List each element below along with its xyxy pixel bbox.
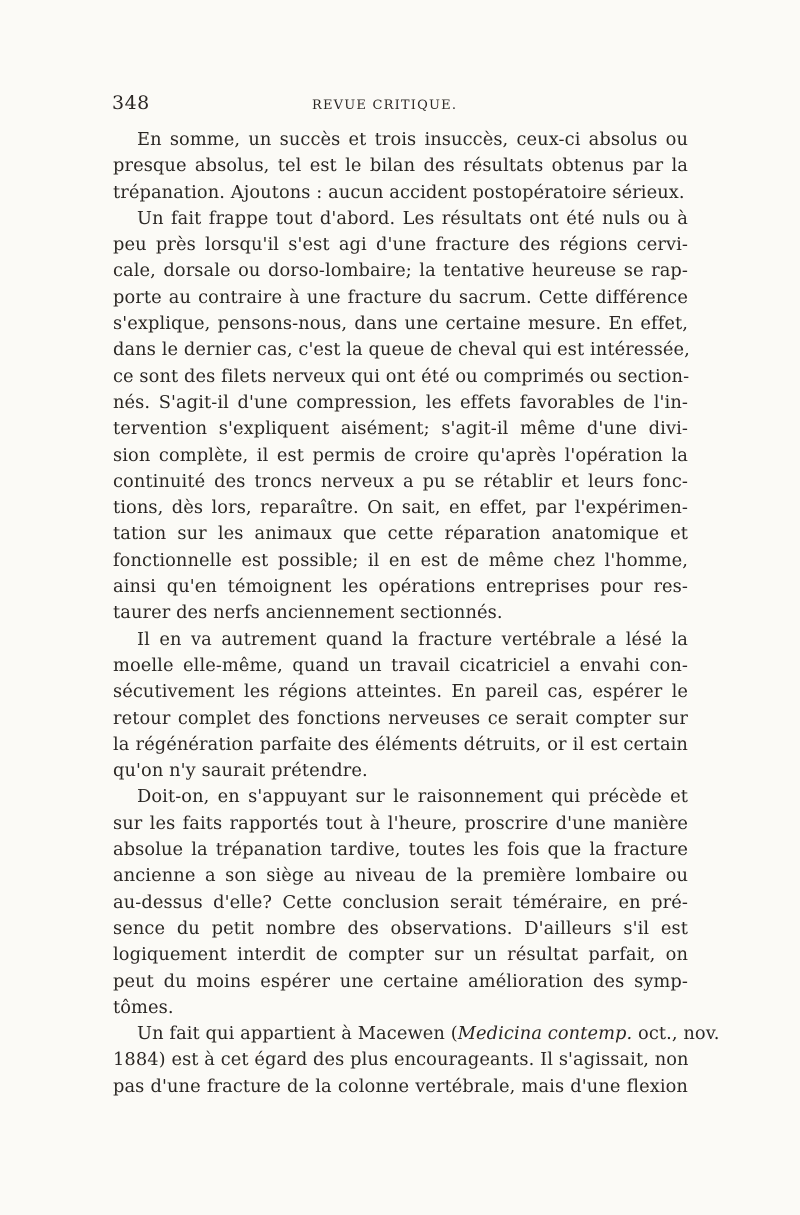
text-line: logiquement interdit de compter sur un résultat parfait, on <box>113 944 688 966</box>
text-line: tions, dès lors, reparaître. On sait, en effet, par l'expérimen- <box>113 497 688 519</box>
paragraph <box>113 784 688 1021</box>
text-line: ce sont des filets nerveux qui ont été ou comprimés ou section- <box>113 365 690 387</box>
text-line: nés. S'agit-il d'une compression, les effets favorables de l'in- <box>113 391 688 413</box>
text-line: moelle elle-même, quand un travail cicatriciel a envahi con- <box>113 654 688 676</box>
page-number: 348 <box>112 92 150 114</box>
text-line: taurer des nerfs anciennement sectionnés. <box>113 602 503 624</box>
text-line: qu'on n'y saurait prétendre. <box>113 760 368 782</box>
text-line: tation sur les animaux que cette réparation anatomique et <box>113 523 688 545</box>
journal-title: Medicina contemp. <box>457 1023 633 1045</box>
page-header <box>112 92 692 122</box>
text-line: cale, dorsale ou dorso-lombaire; la tentative heureuse se rap- <box>113 260 688 282</box>
text-line: presque absolus, tel est le bilan des résultats obtenus par la <box>113 155 688 177</box>
text-line: Doit-on, en s'appuyant sur le raisonnement qui précède et <box>137 786 688 808</box>
text-line: sence du petit nombre des observations. D'ailleurs s'il est <box>113 917 688 939</box>
text-line <box>113 1021 720 1047</box>
text-line: tômes. <box>113 996 174 1018</box>
text-line: sécutivement les régions atteintes. En pareil cas, espérer le <box>113 681 688 703</box>
text-line: ancienne a son siège au niveau de la première lombaire ou <box>113 865 688 887</box>
text-fragment: Un fait qui appartient à Macewen ( <box>137 1023 458 1045</box>
text-line: dans le dernier cas, c'est la queue de cheval qui est intéressée, <box>113 339 690 361</box>
text-line: sion complète, il est permis de croire qu'après l'opération la <box>113 444 688 466</box>
paragraph <box>113 127 688 206</box>
text-fragment: oct., nov. <box>632 1023 720 1045</box>
text-line: sur les faits rapportés tout à l'heure, proscrire d'une manière <box>113 812 688 834</box>
text-line: absolue la trépanation tardive, toutes les fois que la fracture <box>113 839 688 861</box>
text-line: En somme, un succès et trois insuccès, ceux-ci absolus ou <box>137 129 688 150</box>
text-line: fonctionnelle est possible; il en est de même chez l'homme, <box>113 549 688 571</box>
paragraph <box>113 206 688 627</box>
text-line: pas d'une fracture de la colonne vertébrale, mais d'une flexion <box>113 1075 688 1097</box>
text-line: trépanation. Ajoutons : aucun accident postopératoire sérieux. <box>113 181 685 203</box>
text-line: s'explique, pensons-nous, dans une certaine mesure. En effet, <box>113 313 688 335</box>
text-line: au-dessus d'elle? Cette conclusion serait téméraire, en pré- <box>113 891 688 913</box>
paragraph <box>113 627 688 785</box>
body-text <box>113 127 720 1100</box>
text-line: ainsi qu'en témoignent les opérations entreprises pour res- <box>113 576 688 598</box>
text-line: Il en va autrement quand la fracture vertébrale a lésé la <box>137 628 688 650</box>
text-line: porte au contraire à une fracture du sacrum. Cette différence <box>113 286 688 308</box>
text-line: 1884) est à cet égard des plus encourageants. Il s'agissait, non <box>113 1049 689 1071</box>
text-line: peut du moins espérer une certaine amélioration des symp- <box>113 970 688 992</box>
text-line: continuité des troncs nerveux a pu se rétablir et leurs fonc- <box>113 470 688 492</box>
text-line: retour complet des fonctions nerveuses ce serait compter sur <box>113 707 688 729</box>
text-line: Un fait frappe tout d'abord. Les résultats ont été nuls ou à <box>137 207 688 229</box>
running-head: REVUE CRITIQUE. <box>312 98 458 113</box>
text-line: la régénération parfaite des éléments détruits, or il est certain <box>113 733 688 755</box>
text-line: peu près lorsqu'il s'est agi d'une fracture des régions cervi- <box>113 234 688 256</box>
paragraph <box>113 1021 720 1100</box>
text-line: tervention s'expliquent aisément; s'agit-il même d'une divi- <box>113 418 688 440</box>
